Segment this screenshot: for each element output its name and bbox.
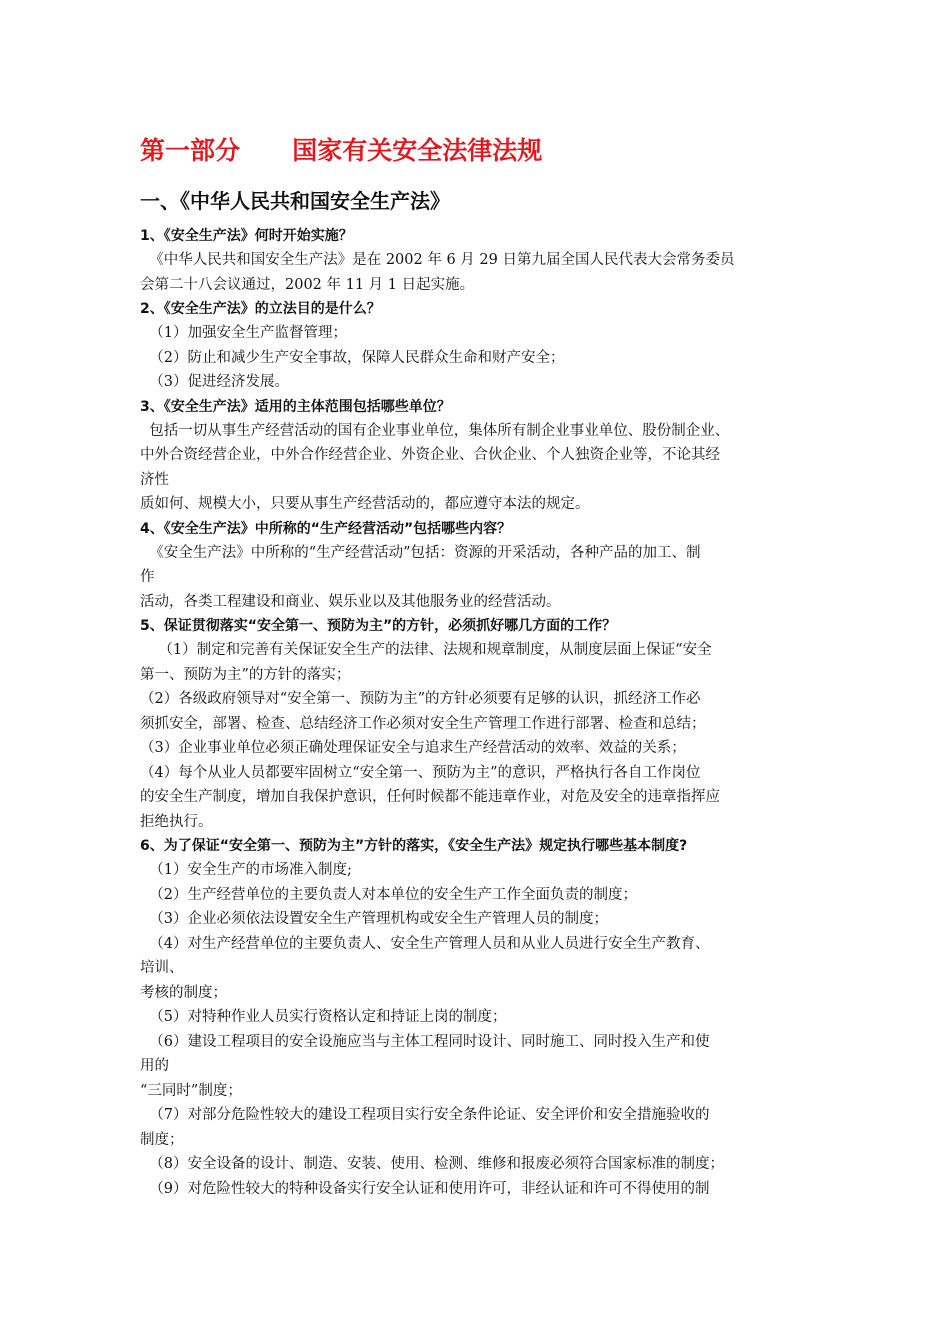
paragraph-line: （3）企业必须依法设置安全生产管理机构或安全生产管理人员的制度；: [140, 911, 608, 927]
paragraph-line: （4）对生产经营单位的主要负责人、安全生产管理人员和从业人员进行安全生产教育、: [140, 935, 710, 952]
paragraph-line: 第一、预防为主”的方针的落实；: [140, 666, 351, 683]
question-heading: 2、《安全生产法》的立法目的是什么？: [140, 301, 381, 317]
paragraph-line: （1）加强安全生产监督管理；: [140, 325, 347, 341]
paragraph-line: 中外合资经营企业，中外合作经营企业、外资企业、合伙企业、个人独资企业等，不论其经: [140, 447, 720, 463]
question-heading: 4、《安全生产法》中所称的“生产经营活动”包括哪些内容？: [140, 520, 512, 537]
paragraph-line: （1）制定和完善有关保证安全生产的法律、法规和规章制度，从制度层面上保证“安全: [140, 642, 712, 658]
paragraph-line: （2）各级政府领导对“安全第一、预防为主”的方针必须要有足够的认识，抓经济工作必: [140, 691, 701, 707]
paragraph-line: 活动，各类工程建设和商业、娱乐业以及其他服务业的经营活动。: [140, 593, 561, 610]
paragraph-line: 须抓安全，部署、检查、总结经济工作必须对安全生产管理工作进行部署、检查和总结；: [140, 715, 706, 732]
paragraph-line: （9）对危险性较大的特种设备实行安全认证和使用许可，非经认证和许可不得使用的制: [140, 1180, 710, 1197]
paragraph-line: 用的: [140, 1058, 169, 1074]
paragraph-line: 质如何、规模大小，只要从事生产经营活动的，都应遵守本法的规定。: [140, 496, 590, 512]
question-heading: 3、《安全生产法》适用的主体范围包括哪些单位？: [140, 398, 451, 415]
paragraph-line: （8）安全设备的设计、制造、安装、使用、检测、维修和报废必须符合国家标准的制度；: [140, 1156, 724, 1172]
paragraph-line: 培训、: [140, 960, 184, 976]
document-body: [140, 134, 825, 1201]
paragraph-line: 包括一切从事生产经营活动的国有企业事业单位，集体所有制企业事业单位、股份制企业、: [140, 422, 730, 439]
paragraph-line: 《安全生产法》中所称的“生产经营活动”包括：资源的开采活动，各种产品的加工、制: [140, 544, 701, 561]
paragraph-line: 济性: [140, 471, 169, 488]
paragraph-line: （2）生产经营单位的主要负责人对本单位的安全生产工作全面负责的制度；: [140, 886, 637, 903]
paragraph-line: 作: [140, 569, 155, 585]
question-heading: 5、保证贯彻落实“安全第一、预防为主”的方针，必须抓好哪几方面的工作？: [140, 618, 617, 634]
paragraph-line: （1）安全生产的市场准入制度;: [140, 862, 352, 878]
question-heading: 6、为了保证“安全第一、预防为主”方针的落实，《安全生产法》规定执行哪些基本制度?: [140, 838, 688, 854]
paragraph-line: （3）促进经济发展。: [140, 374, 289, 390]
paragraph-line: （2）防止和减少生产安全事故，保障人民群众生命和财产安全；: [140, 349, 565, 366]
paragraph-line: 《中华人民共和国安全生产法》是在 2002 年 6 月 29 日第九届全国人民代表大会常务委员: [140, 252, 735, 268]
paragraph-line: 拒绝执行。: [140, 813, 213, 830]
paragraph-line: 制度；: [140, 1131, 184, 1148]
paragraph-line: （5）对特种作业人员实行资格认定和持证上岗的制度；: [140, 1009, 507, 1025]
text-lines: [140, 224, 825, 1201]
paragraph-line: 考核的制度；: [140, 984, 227, 1001]
paragraph-line: （4）每个从业人员都要牢固树立“安全第一、预防为主”的意识，严格执行各自工作岗位: [140, 764, 701, 781]
question-heading: 1、《安全生产法》何时开始实施？: [140, 228, 353, 244]
section-title: 一、《中华人民共和国安全生产法》: [140, 189, 450, 213]
paragraph-line: （6）建设工程项目的安全设施应当与主体工程同时设计、同时施工、同时投入生产和使: [140, 1033, 710, 1050]
paragraph-line: 会第二十八会议通过，2002 年 11 月 1 日起实施。: [140, 276, 475, 293]
paragraph-line: “三同时”制度；: [140, 1082, 242, 1099]
paragraph-line: （7）对部分危险性较大的建设工程项目实行安全条件论证、安全评价和安全措施验收的: [140, 1107, 710, 1123]
paragraph-line: （3）企业事业单位必须正确处理保证安全与追求生产经营活动的效率、效益的关系；: [140, 740, 686, 756]
paragraph-line: 的安全生产制度，增加自我保护意识，任何时候都不能违章作业，对危及安全的违章指挥应: [140, 789, 720, 805]
part-title: 第一部分 国家有关安全法律法规: [140, 136, 543, 165]
